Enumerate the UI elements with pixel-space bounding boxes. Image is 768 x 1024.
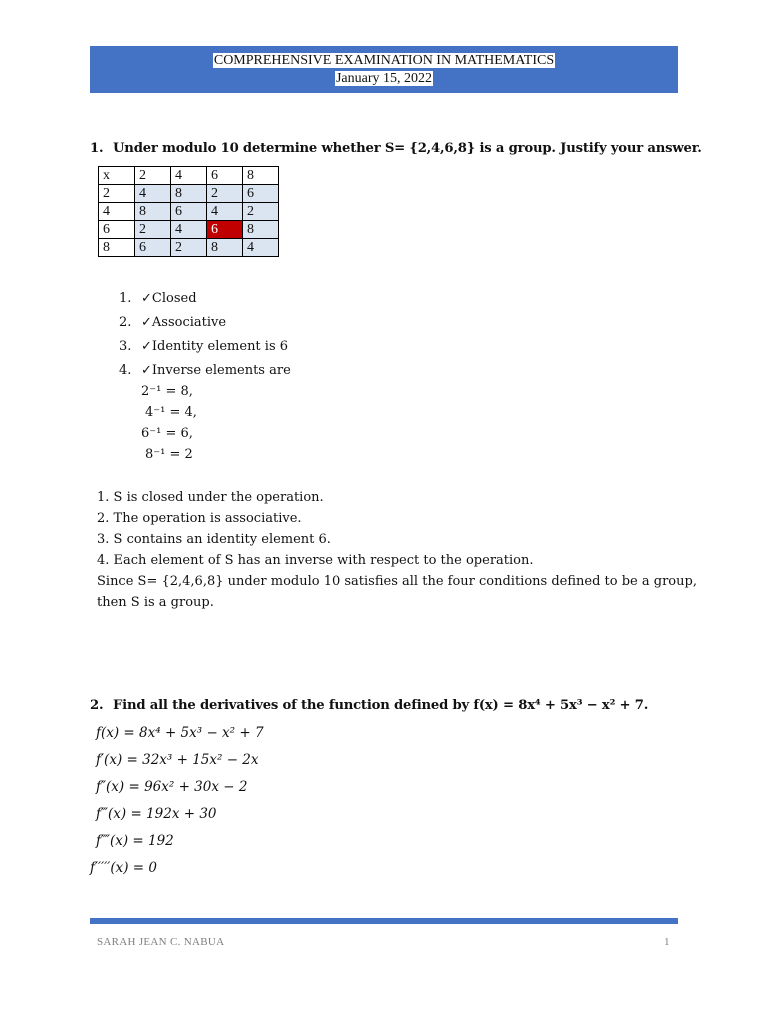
conclusion-line: Since S= {2,4,6,8} under modulo 10 satisfies all the four conditions defined to be a group, bbox=[97, 574, 697, 589]
table-cell: 8 bbox=[99, 239, 135, 257]
table-cell: 6 bbox=[171, 203, 207, 221]
derivative-line: f‴(x) = 192x + 30 bbox=[96, 806, 217, 822]
table-cell: 8 bbox=[171, 185, 207, 203]
list-item: 1. ✓Closed bbox=[119, 291, 197, 306]
table-cell: 8 bbox=[135, 203, 171, 221]
header-band bbox=[90, 46, 678, 93]
conclusion-line: then S is a group. bbox=[97, 595, 214, 610]
footer-author: SARAH JEAN C. NABUA bbox=[97, 936, 225, 948]
question-2: 2. Find all the derivatives of the function defined by f(x) = 8x⁴ + 5x³ − x² + 7. bbox=[90, 698, 649, 713]
table-cell: x bbox=[99, 167, 135, 185]
table-cell: 4 bbox=[243, 239, 279, 257]
table-row bbox=[99, 203, 279, 221]
list-item: 3. ✓Identity element is 6 bbox=[119, 339, 289, 354]
table-row bbox=[99, 221, 279, 239]
table-cell: 4 bbox=[171, 167, 207, 185]
table-cell: 8 bbox=[207, 239, 243, 257]
conclusion-line: 2. The operation is associative. bbox=[97, 511, 302, 526]
table-row bbox=[99, 185, 279, 203]
table-cell: 4 bbox=[171, 221, 207, 239]
list-item: 2. ✓Associative bbox=[119, 315, 227, 330]
page-number: 1 bbox=[664, 936, 670, 948]
derivative-line: f″(x) = 96x² + 30x − 2 bbox=[96, 779, 248, 795]
table-cell: 2 bbox=[135, 221, 171, 239]
inverse-6: 6⁻¹ = 6, bbox=[141, 426, 193, 441]
identity-cell: 6 bbox=[207, 221, 243, 239]
question-1: 1. Under modulo 10 determine whether S= {2,4,6,8} is a group. Justify your answer. bbox=[90, 141, 702, 156]
inverse-2: 2⁻¹ = 8, bbox=[141, 384, 193, 399]
inverse-8: 8⁻¹ = 2 bbox=[145, 447, 193, 462]
table-cell: 6 bbox=[135, 239, 171, 257]
derivative-line: f⁗(x) = 192 bbox=[96, 833, 174, 849]
table-cell: 2 bbox=[243, 203, 279, 221]
derivative-line: f(x) = 8x⁴ + 5x³ − x² + 7 bbox=[96, 725, 264, 741]
table-cell: 6 bbox=[99, 221, 135, 239]
footer-bar bbox=[90, 918, 678, 924]
table-row bbox=[99, 167, 279, 185]
table-cell: 4 bbox=[99, 203, 135, 221]
table-cell: 2 bbox=[207, 185, 243, 203]
exam-date: January 15, 2022 bbox=[335, 71, 433, 86]
table-cell: 8 bbox=[243, 221, 279, 239]
table-cell: 2 bbox=[171, 239, 207, 257]
table-cell: 2 bbox=[99, 185, 135, 203]
table-cell: 4 bbox=[207, 203, 243, 221]
conclusion-line: 4. Each element of S has an inverse with respect to the operation. bbox=[97, 553, 534, 568]
conclusion-line: 1. S is closed under the operation. bbox=[97, 490, 324, 505]
table-row bbox=[99, 239, 279, 257]
table-cell: 8 bbox=[243, 167, 279, 185]
exam-title: COMPREHENSIVE EXAMINATION IN MATHEMATICS bbox=[213, 53, 555, 68]
table-cell: 4 bbox=[135, 185, 171, 203]
derivative-line: f′(x) = 32x³ + 15x² − 2x bbox=[96, 752, 259, 768]
table-cell: 6 bbox=[243, 185, 279, 203]
table-cell: 6 bbox=[207, 167, 243, 185]
cayley-table bbox=[98, 166, 279, 257]
inverse-4: 4⁻¹ = 4, bbox=[145, 405, 197, 420]
conclusion-line: 3. S contains an identity element 6. bbox=[97, 532, 331, 547]
table-cell: 2 bbox=[135, 167, 171, 185]
derivative-line: f′′′′′(x) = 0 bbox=[90, 860, 157, 876]
list-item: 4. ✓Inverse elements are bbox=[119, 363, 291, 378]
